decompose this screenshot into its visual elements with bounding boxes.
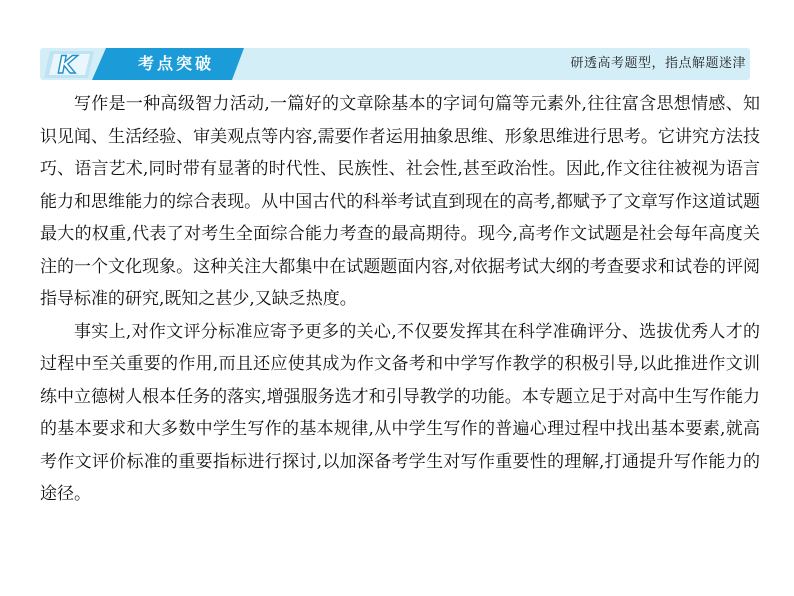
section-banner <box>92 48 244 80</box>
k-logo-icon <box>44 50 96 79</box>
section-subtitle: 研透高考题型，指点解题迷津 <box>570 56 746 71</box>
paragraph-2: 事实上,对作文评分标准应寄予更多的关心,不仅要发挥其在科学准确评分、选拔优秀人才的过程中至关重要的作用,而且还应使其成为作文备考和中学写作教学的积极引导,以此推进作文训练中立德树人根本任务的落实,增强服务选才和引导教学的功能。本专题立足于对高中生写作能力的基本要求和大多数中学生写作的基本规律,从中学生写作的普遍心理过程中找出基本要素,就高考作文评价标准的重要指标进行探讨,以加深备考学生对写作重要性的理解,打通提升写作能力的途径。 <box>40 321 760 504</box>
paragraph-1: 写作是一种高级智力活动,一篇好的文章除基本的字词句篇等元素外,往往富含思想情感、知识见闻、生活经验、审美观点等内容,需要作者运用抽象思维、形象思维进行思考。它讲究方法技巧、语言艺术,同时带有显著的时代性、民族性、社会性,甚至政治性。因此,作文往往被视为语言能力和思维能力的综合表现。从中国古代的科举考试直到现在的高考,都赋予了文章写作这道试题最大的权重,代表了对考生全面综合能力考查的最高期待。现今,高考作文试题是社会每年高度关注的一个文化现象。这种关注大都集中在试题题面内容,对依据考试大纲的考查要求和试卷的评阅指导标准的研究,既知之甚少,又缺乏热度。 <box>40 94 760 309</box>
section-title: 考点突破 <box>137 54 214 73</box>
logo-letter: K <box>57 51 77 79</box>
article-body <box>40 88 760 511</box>
